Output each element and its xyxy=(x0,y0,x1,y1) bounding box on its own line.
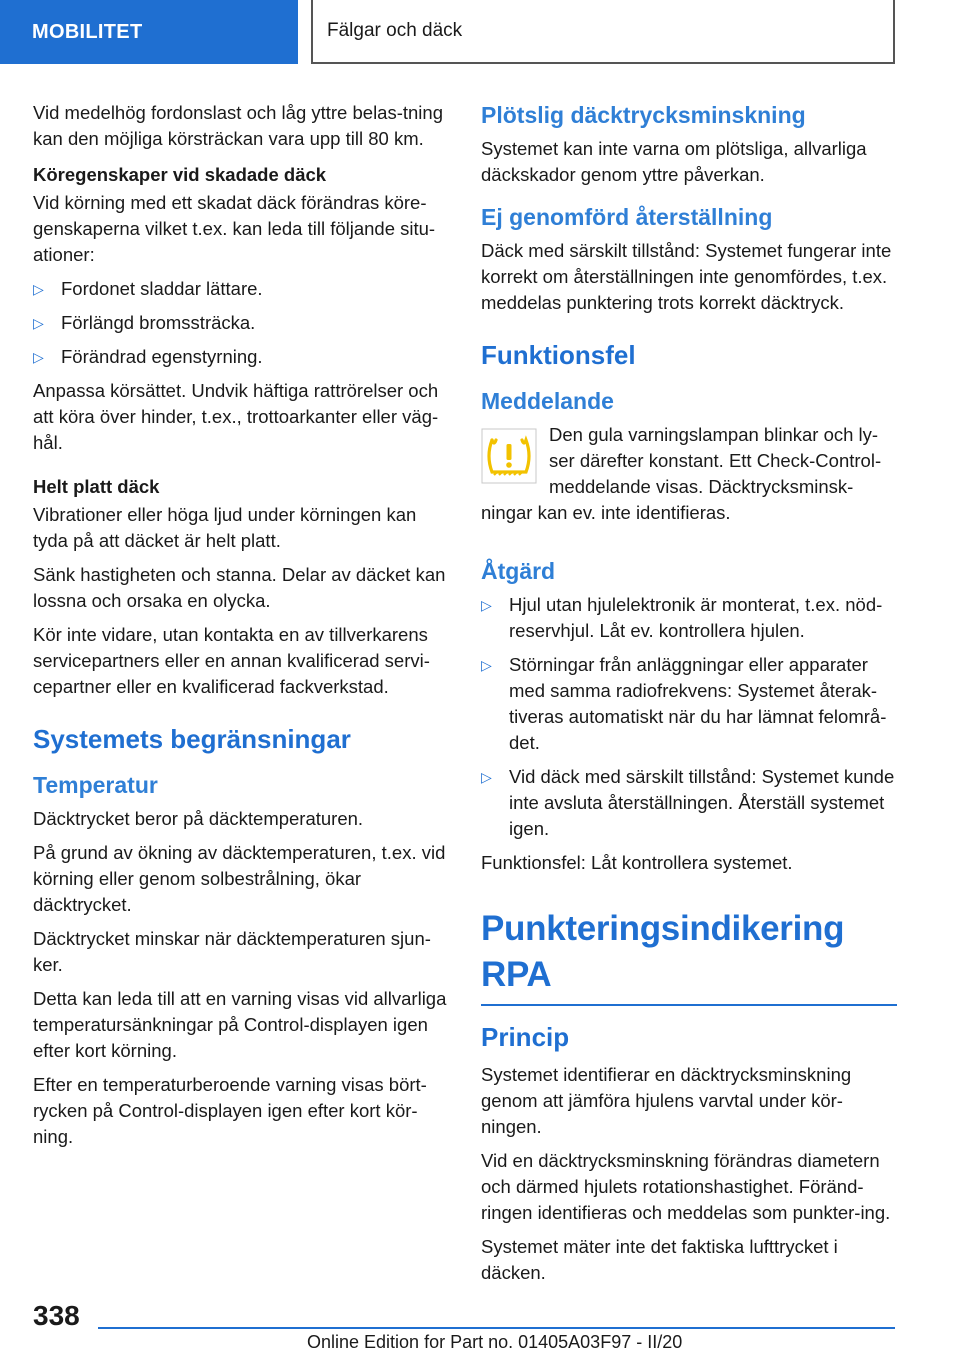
triangle-bullet-icon: ▷ xyxy=(33,349,44,365)
triangle-bullet-icon: ▷ xyxy=(481,597,492,613)
footer-divider xyxy=(98,1327,895,1329)
flat-p3: Kör inte vidare, utan kontakta en av tillverkarens servicepartners eller en annan kvalificerad servi-cepartner eller en kvalificerad fackverkstad. xyxy=(33,624,430,697)
flat-heading: Helt platt däck xyxy=(33,476,160,497)
reset-text: Däck med särskilt tillstånd: Systemet fungerar inte korrekt om återställningen inte genomfördes, t.ex. meddelas punktering trots korrekt däcktryck. xyxy=(481,240,892,313)
triangle-bullet-icon: ▷ xyxy=(33,281,44,297)
action-heading: Åtgärd xyxy=(481,558,556,584)
intro-paragraph: Vid medelhög fordonslast och låg yttre belas-tning kan den möjliga körsträckan vara upp till 80 km. xyxy=(33,102,443,149)
principle-heading: Princip xyxy=(481,1022,570,1052)
message-text: Den gula varningslampan blinkar och ly-ser därefter konstant. Ett Check-Control-meddelande visas. Däcktrycksminsk-ningar kan ev. inte identifieras. xyxy=(481,424,882,523)
reset-heading: Ej genomförd återställning xyxy=(481,204,773,230)
triangle-bullet-icon: ▷ xyxy=(33,315,44,331)
malfunction-heading: Funktionsfel xyxy=(481,340,636,370)
list-item: ▷ Fordonet sladdar lättare. xyxy=(33,276,451,302)
list-item: ▷ Vid däck med särskilt tillstånd: Systemet kunde inte avsluta återställningen. Återställ systemet igen. xyxy=(481,766,895,839)
limits-heading: Systemets begränsningar xyxy=(33,724,351,754)
triangle-bullet-icon: ▷ xyxy=(481,657,492,673)
temp-p1: Däcktrycket beror på däcktemperaturen. xyxy=(33,808,364,829)
triangle-bullet-icon: ▷ xyxy=(481,769,492,785)
malfunction-after: Funktionsfel: Låt kontrollera systemet. xyxy=(481,852,793,873)
list-item: ▷ Förändrad egenstyrning. xyxy=(33,344,451,370)
temperature-heading: Temperatur xyxy=(33,772,158,798)
flat-p1: Vibrationer eller höga ljud under körningen kan tyda på att däcket är helt platt. xyxy=(33,504,417,551)
temp-p3: Däcktrycket minskar när däcktemperaturen sjun-ker. xyxy=(33,928,431,975)
sudden-text: Systemet kan inte varna om plötsliga, allvarliga däckskador genom yttre påverkan. xyxy=(481,138,867,185)
rpa-p3: Systemet mäter inte det faktiska lufttrycket i däcken. xyxy=(481,1236,838,1283)
list-item: ▷ Hjul utan hjulelektronik är monterat, t.ex. nöd-reservhjul. Låt ev. kontrollera hjulen. xyxy=(481,594,883,641)
driving-after: Anpassa körsättet. Undvik häftiga rattrörelser och att köra över hinder, t.ex., trottoarkanter eller väg-hål. xyxy=(33,380,439,453)
driving-heading: Köregenskaper vid skadade däck xyxy=(33,164,327,185)
driving-text: Vid körning med ett skadat däck förändras köre-genskaperna vilket t.ex. kan leda till följande situ-ationer: xyxy=(33,192,436,265)
right-column xyxy=(481,100,897,1294)
temp-p5: Efter en temperaturberoende varning visas bört-rycken på Control-displayen igen efter kort kör-ning. xyxy=(33,1074,427,1147)
message-heading: Meddelande xyxy=(481,388,614,414)
page-header-title: Fälgar och däck xyxy=(311,0,895,64)
action-list xyxy=(481,592,897,842)
rpa-heading: Punkteringsindikering RPA xyxy=(481,906,897,1006)
rpa-p1: Systemet identifierar en däcktrycksminskning genom att jämföra hjulens varvtal under kör-ningen. xyxy=(481,1064,852,1137)
sudden-heading: Plötslig däcktrycksminskning xyxy=(481,102,806,128)
temp-p2: På grund av ökning av däcktemperaturen, t.ex. vid körning eller genom solbestrålning, ökar däcktrycket. xyxy=(33,842,446,915)
message-block xyxy=(481,422,897,534)
tire-pressure-warning-icon xyxy=(481,428,537,484)
section-tab: MOBILITET xyxy=(0,0,298,64)
rpa-p2: Vid en däcktrycksminskning förändras diametern och därmed hjulets rotationshastighet. Föränd-ringen identifieras och meddelas som punkter-ing. xyxy=(481,1150,891,1223)
page-number: 338 xyxy=(33,1300,80,1331)
list-item: ▷ Förlängd bromssträcka. xyxy=(33,310,451,336)
list-item: ▷ Störningar från anläggningar eller apparater med samma radiofrekvens: Systemet återak-tiveras automatiskt när du har lämnat felområ-det. xyxy=(481,654,887,753)
flat-p2: Sänk hastigheten och stanna. Delar av däcket kan lossna och orsaka en olycka. xyxy=(33,564,446,611)
left-column xyxy=(33,100,451,1158)
driving-list xyxy=(33,276,451,370)
temp-p4: Detta kan leda till att en varning visas vid allvarliga temperatursänkningar på Control-displayen igen efter kort körning. xyxy=(33,988,447,1061)
footer-edition: Online Edition for Part no. 01405A03F97 - II/20 xyxy=(307,1332,683,1352)
